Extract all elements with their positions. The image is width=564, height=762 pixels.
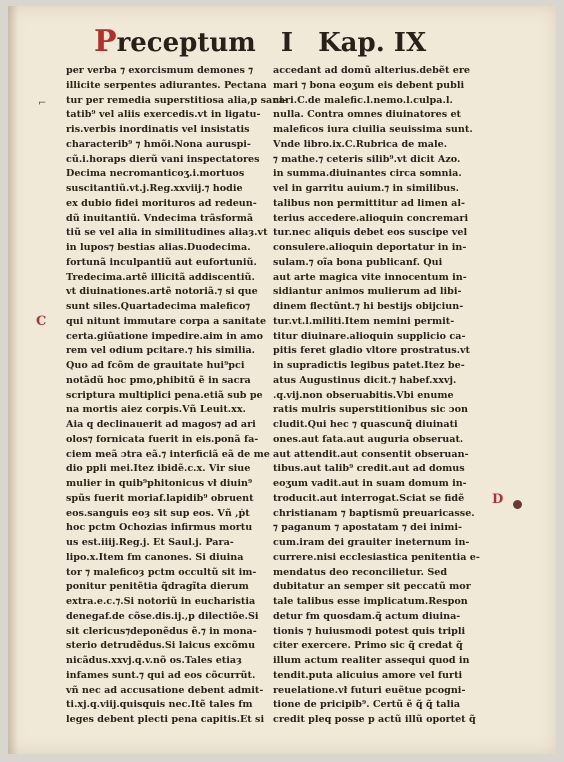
text-line: dinem flectũnt.⁊ hi bestijs obijciun- [273, 301, 464, 312]
text-line: infames sunt.⁊ qui ad eos cõcurrũt. [66, 669, 256, 681]
text-line: dio ppli mei.Itez ibidẽ.c.x. Vir siue [66, 463, 251, 475]
text-line: pitis feret gladio vltore prostratus.vt [273, 345, 470, 357]
text-line: ⁊ paganum ⁊ apostatam ⁊ dei inimi- [273, 522, 462, 534]
text-line: currere.nisi ecclesiastica penitentia e- [273, 551, 480, 563]
text-line: titur diuinare.alioquin supplicio ca- [273, 330, 466, 342]
text-line: tiũ se vel alia in similitudines aliaȝ.vt [66, 227, 268, 239]
text-line: notãdũ hoc pmo,phibitũ ẽ in sacra [66, 374, 251, 386]
text-line: leges debent plecti pena capitis.Et si [66, 714, 265, 725]
text-line: christianam ⁊ baptismũ preuaricasse. [273, 507, 475, 519]
text-line: cludit.Qui hec ⁊ quascunq̃ diuinati [273, 419, 458, 430]
text-line: ratis mulris superstitionibus sic ɔon [273, 404, 468, 416]
text-line: Vnde libro.ix.C.Rubrica de male. [273, 138, 448, 150]
book-page [8, 6, 556, 754]
text-line: spũs fuerit moriaf.lapidib⁹ obruent [66, 492, 254, 504]
text-line: certa.giũatione impedire.aim in amo [66, 330, 263, 342]
running-head-chapter: Kap. IX [318, 28, 427, 58]
text-line: citer exercere. Primo sic q̃ credat q̃ [273, 640, 463, 652]
text-line: mulier in quib⁹phitonicus vł diuin⁹ [66, 478, 253, 489]
text-line: dubitatur an semper sit peccatũ mor [273, 581, 471, 593]
text-line: troducit.aut interrogat.Sciat se fidẽ [273, 492, 465, 504]
text-line: rem vel odium pcitare.⁊ his similia. [66, 345, 256, 357]
text-line: ti.xj.q.viij.quisquis nec.Itẽ tales fm [66, 699, 253, 711]
text-line: ponitur penitẽtia q̃dragĩta dierum [66, 581, 249, 593]
text-line: atus Augustinus dicit.⁊ habef.xxvj. [273, 374, 457, 386]
text-line: ciem meã ɔtra eã.⁊ interficiã eã de me [66, 448, 270, 460]
text-line: na mortis aiez corpis.Vñ Leuit.xx. [66, 404, 246, 416]
text-line: sidiantur animos mulierum ad libi- [273, 286, 462, 298]
text-line: tale talibus esse implicatum.Respon [273, 596, 468, 607]
text-line: sit clericus⁊deponẽdus ẽ.⁊ in mona- [66, 625, 257, 637]
text-line: tor ⁊ maleficoȝ pctm occultũ sit im- [66, 566, 257, 578]
text-line: dũ inuitantiũ. Vndecima trãsformã [66, 212, 254, 224]
text-line: eoʒum vadit.aut in suam domum in- [273, 478, 467, 489]
text-line: maleficos iura ciuilia seuissima sunt. [273, 124, 473, 135]
text-line: ex dubio fidei morituros ad redeun- [66, 197, 257, 209]
text-line: nicãdus.xxvj.q.v.nõ os.Tales etiaȝ [66, 655, 242, 666]
text-line: Quo ad fcõm de grauitate hui⁹pci [66, 360, 245, 371]
text-line: characterib⁹ ⁊ hmõi.Nona auruspi- [66, 138, 251, 150]
text-line: ⁊ mathe.⁊ ceteris silib⁹.vt dicit Azo. [273, 153, 461, 165]
text-line: olos⁊ fornicata fuerit in eis.ponã fa- [66, 433, 259, 445]
text-line: .q.vij.non obseruabitis.Vbi enume [273, 389, 454, 401]
text-line: cũ.i.horaps dierũ vani inspectatores [66, 153, 260, 165]
left-text-column [66, 64, 287, 728]
text-line: vel in garritu auium.⁊ in similibus. [273, 183, 459, 194]
text-line: ris.verbis inordinatis vel insistatis [66, 124, 250, 135]
text-line: sunt siles.Quartadecima malefico⁊ [66, 301, 251, 312]
text-line: in supradictis legibus patet.Itez be- [273, 360, 465, 371]
text-line: mendatus deo reconcilietur. Sed [273, 566, 448, 578]
rubricated-initial: P [94, 24, 117, 59]
ink-blot [513, 500, 522, 509]
text-line: vñ nec ad accusatione debent admit- [66, 684, 264, 696]
text-line: cari.C.de malefic.l.nemo.l.culpa.l. [273, 94, 453, 106]
text-line: talibus non permittitur ad limen al- [273, 197, 465, 209]
left-paragraph-mark: C [36, 314, 47, 329]
text-line: aut arte magica vite innocentum in- [273, 271, 467, 283]
text-line: scriptura multiplici pena.etiã sub pe [66, 389, 263, 401]
right-paragraph-mark: D [492, 492, 504, 507]
text-line: illum actum realiter assequi quod in [273, 655, 470, 666]
text-line: Tredecima.artẽ illicitã addiscentiũ. [66, 271, 255, 283]
text-line: tur.vt.l.militi.Item nemini permit- [273, 315, 455, 327]
text-line: tur per remedia superstitiosa alia,p sani- [66, 94, 287, 106]
text-line: illicite serpentes adiurantes. Pectana [66, 79, 267, 91]
text-line: hoc pctm Ochozias infirmus mortu [66, 522, 253, 534]
text-line: aut attendit.aut consentit obseruan- [273, 448, 469, 460]
running-head [94, 24, 427, 64]
text-line: in summa.diuinantes circa somnia. [273, 168, 462, 180]
text-line: tatib⁹ vel aliis exercedis.vt in ligatu- [66, 109, 261, 121]
text-line: Aia q declinauerit ad magos⁊ ad ari [66, 419, 256, 430]
running-head-part: I [280, 28, 294, 58]
text-line: cum.iram dei grauiter ineternum in- [273, 537, 470, 548]
text-line: suscitantiũ.vt.j.Reg.xxviij.⁊ hodie [66, 183, 243, 194]
text-line: tione de pricipib⁹. Certũ ẽ q̃ q̃ talia [273, 699, 461, 711]
right-text-column [273, 64, 480, 728]
text-line: sulam.⁊ oĩa bona publicanf. Qui [273, 256, 443, 268]
page-gutter-shadow [8, 6, 18, 754]
running-head-title: receptum [116, 28, 256, 58]
text-line: lipo.x.Item fm canones. Si diuina [66, 551, 244, 563]
text-line: terius accedere.alioquin concremari [273, 212, 469, 224]
text-line: nulla. Contra omnes diuinatores et [273, 109, 461, 121]
text-line: eos.sanguis eoȝ sit sup eos. Vñ ,ṗt [66, 507, 250, 519]
text-line: detur fm quosdam.q̃ actum diuina- [273, 610, 461, 622]
text-line: in lupos⁊ bestias alias.Duodecima. [66, 242, 251, 253]
margin-note-mark: ⌐ [38, 98, 47, 109]
text-line: qui nitunt immutare corpa a sanitate [66, 315, 267, 327]
text-line: us est.iiij.Reg.j. Et Saul.j. Para- [66, 537, 234, 548]
text-line: Decima necromanticoʒ.i.mortuos [66, 168, 245, 180]
text-line: mari ⁊ bona eoʒum eis debent publi [273, 79, 465, 91]
text-line: accedant ad domũ alterius.debẽt ere [273, 65, 470, 76]
text-line: tendit.puta alicuius amore vel furti [273, 669, 463, 681]
text-line: ones.aut fata.aut auguria obseruat. [273, 433, 464, 445]
text-line: tionis ⁊ huiusmodi potest quis tripli [273, 625, 466, 637]
text-line: per verba ⁊ exorcismum demones ⁊ [66, 65, 254, 76]
text-line: tibus.aut talib⁹ credit.aut ad domus [273, 463, 465, 475]
text-line: vt diuinationes.artẽ notoriã.⁊ si que [66, 286, 258, 298]
text-line: reuelatione.vł futuri euẽtue pcogni- [273, 684, 466, 696]
text-line: credit pleq posse p actũ illũ oportet q̃ [273, 714, 476, 725]
text-line: extra.e.c.⁊.Si notoriũ in eucharistia [66, 596, 256, 607]
text-line: sterio detrudẽdus.Si laicus excõmu [66, 640, 256, 652]
text-line: consulere.alioquin deportatur in in- [273, 242, 467, 253]
text-line: fortunã inculpantiũ aut eufortuniũ. [66, 256, 257, 268]
text-line: denegaf.de cõse.dis.ij.,p dilectiõe.Si [66, 610, 259, 622]
text-line: tur.nec aliquis debet eos suscipe vel [273, 227, 468, 239]
